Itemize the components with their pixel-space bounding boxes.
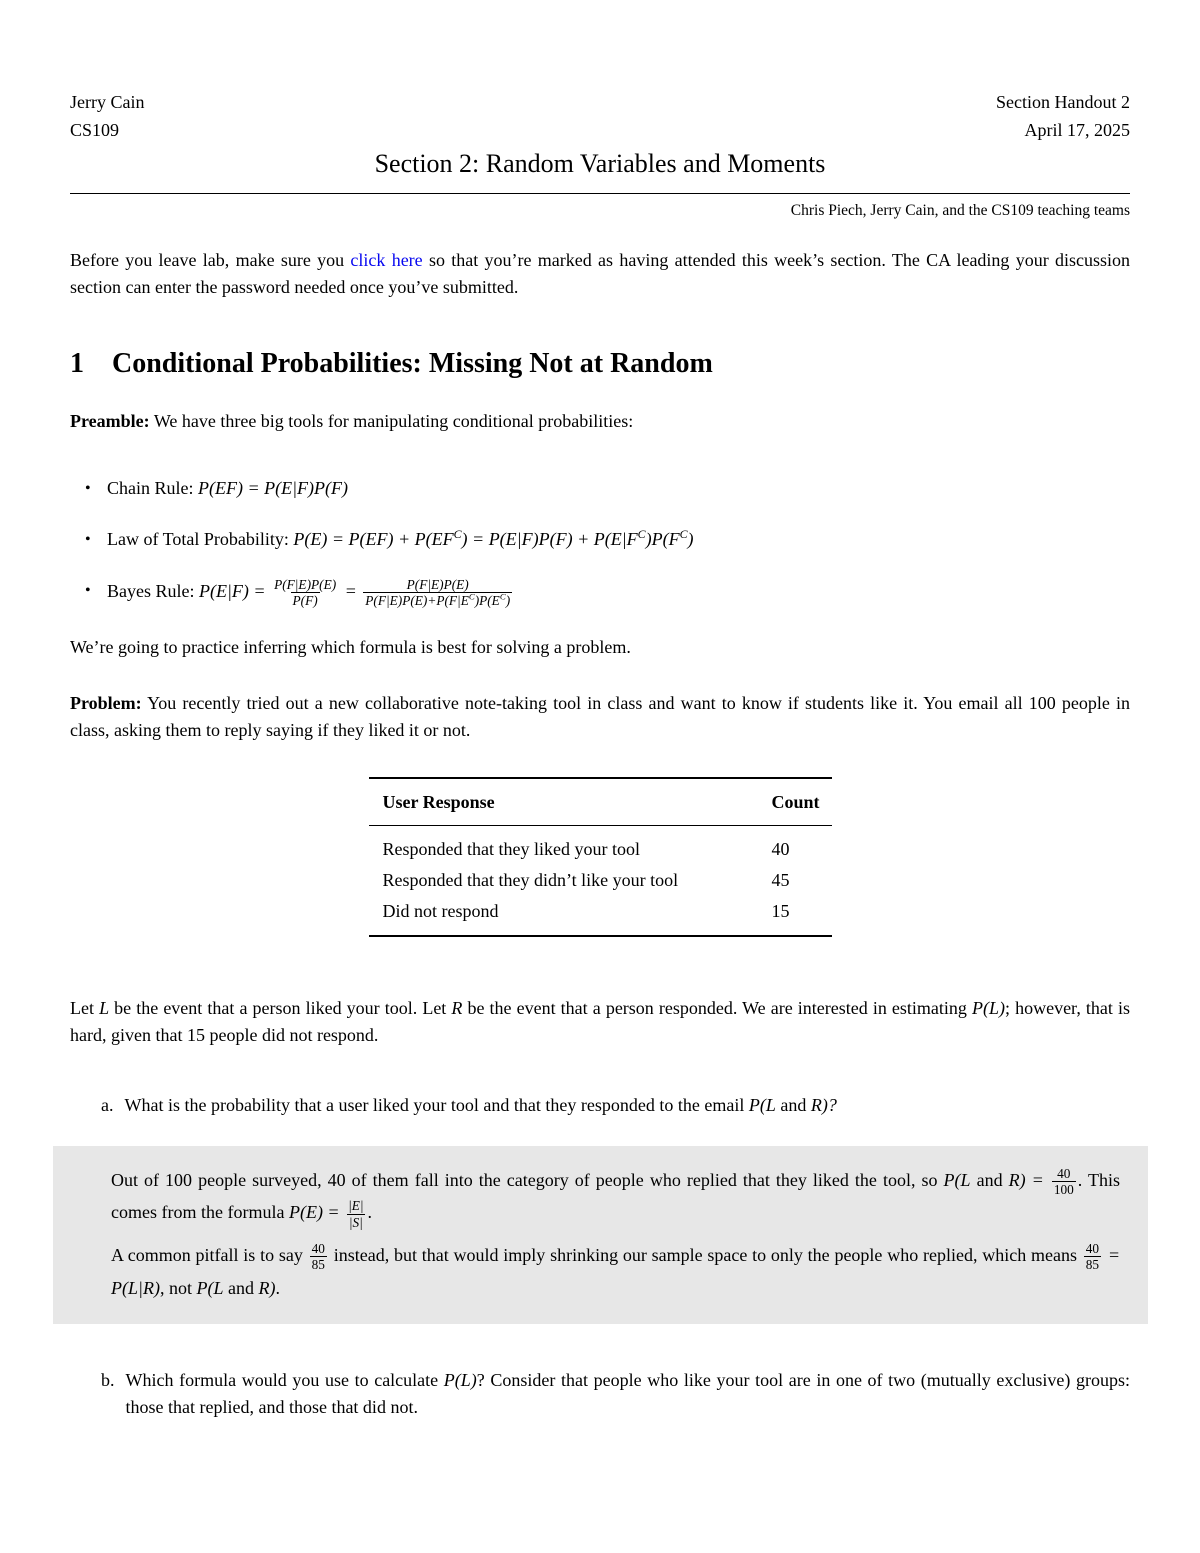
column-header-user-response: User Response bbox=[369, 778, 772, 826]
preamble-paragraph: Preamble: We have three big tools for manipulating conditional probabilities: bbox=[70, 411, 634, 431]
answer-paragraph-2: A common pitfall is to say $\frac{40}{85}$ instead, but that would imply shrinking our sample space to only the people who replied, which means $\frac{40}{85}$ = P(L|R), not P(L and R). bbox=[111, 1241, 1120, 1298]
fraction: $\frac{40}{100}$ bbox=[1053, 1165, 1074, 1197]
response-label: Responded that they liked your tool bbox=[382, 838, 640, 859]
part-b-question bbox=[70, 1367, 1130, 1421]
table-header-row bbox=[369, 778, 832, 826]
response-count: 15 bbox=[771, 900, 790, 921]
intro-text-after: so that you’re marked as having attended this week’s section. The CA leading your discussion section can enter the password needed once you’ve submitted. bbox=[70, 250, 1131, 297]
part-a-text: What is the probability that a user liked your tool and that they responded to the email P(L and R)? bbox=[124, 1094, 837, 1115]
fraction: $\frac{|E|}{|S|}$ bbox=[348, 1198, 364, 1230]
part-a-label: a. bbox=[101, 1094, 114, 1115]
attendance-link[interactable]: click here bbox=[350, 250, 423, 270]
author-name: Jerry Cain bbox=[70, 92, 145, 112]
handout-number: Section Handout 2 bbox=[996, 92, 1130, 112]
table-row bbox=[369, 896, 832, 936]
response-count: 45 bbox=[771, 869, 790, 890]
part-a-answer-box bbox=[53, 1146, 1148, 1324]
part-a-question bbox=[70, 1092, 1130, 1119]
bullet-bayes-rule: • Bayes Rule: P(E|F) = $\frac{P(F|E)P(E)}{P(F)}$ = $\frac{P(F|E)P(E)}{P(F|E)P(E)+P(F|E^C)P(E^C)}$ bbox=[107, 577, 1130, 609]
part-b-text: Which formula would you use to calculate P(L)? Consider that people who like your tool are in one of two (mutually exclusive) groups: those that replied, and those that did not. bbox=[125, 1369, 1131, 1417]
response-label: Did not respond bbox=[382, 900, 499, 921]
bullet-law-of-total-probability: • Law of Total Probability: $P(E) = P(EF) + P(EF^C) = P(E|F)P(F) + P(E|F^C)P(F^C)$ bbox=[107, 526, 1130, 553]
answer-paragraph-1: Out of 100 people surveyed, 40 of them fall into the category of people who replied that they liked the tool, so P(L and R) = $\frac{40}{100}$ . This comes from the formula P(E) = $\frac{|E|}{|S|}$ . bbox=[111, 1165, 1120, 1230]
column-header-count: Count bbox=[772, 778, 832, 826]
course-code: CS109 bbox=[70, 120, 120, 140]
practice-note: We’re going to practice inferring which formula is best for solving a problem. bbox=[70, 636, 631, 657]
fraction: $\frac{40}{85}$ bbox=[311, 1241, 325, 1273]
bullet-chain-rule: • Chain Rule: P(EF) = P(E|F)P(F) bbox=[107, 475, 1130, 502]
section-number: 1 bbox=[70, 348, 84, 379]
fraction: $\frac{P(F|E)P(E)}{P(F|E)P(E)+P(F|E^C)P(E^C)}$ bbox=[365, 577, 511, 609]
response-count: 40 bbox=[771, 838, 790, 859]
probability-tools-list bbox=[70, 475, 1130, 609]
response-count-table bbox=[369, 777, 832, 937]
table-row bbox=[369, 825, 832, 865]
title-rule bbox=[70, 193, 1130, 194]
fraction: $\frac{40}{85}$ bbox=[1085, 1241, 1100, 1273]
table-row bbox=[369, 865, 832, 896]
part-b-label: b. bbox=[101, 1369, 115, 1390]
section-1-heading bbox=[70, 347, 1130, 381]
attendance-paragraph bbox=[70, 247, 1130, 301]
response-label: Responded that they didn’t like your tool bbox=[382, 869, 679, 890]
handout-date: April 17, 2025 bbox=[1024, 120, 1130, 140]
document-header bbox=[70, 88, 1130, 144]
header-left bbox=[70, 88, 144, 144]
fraction: $\frac{P(F|E)P(E)}{P(F)}$ bbox=[274, 577, 337, 609]
intro-text-before: Before you leave lab, make sure you bbox=[70, 250, 351, 270]
header-right bbox=[996, 88, 1130, 144]
problem-statement: Problem: You recently tried out a new collaborative note-taking tool in class and want to know if students like it. You email all 100 people in class, asking them to reply saying if they liked it or not. bbox=[70, 692, 1130, 740]
document-title: Section 2: Random Variables and Moments bbox=[374, 149, 826, 178]
events-definition-paragraph: Let L be the event that a person liked your tool. Let R be the event that a person responded. We are interested in estimating P(L); however, that is hard, given that 15 people did not respond. bbox=[70, 997, 1130, 1045]
section-title: Conditional Probabilities: Missing Not at Random bbox=[112, 348, 713, 379]
byline: Chris Piech, Jerry Cain, and the CS109 teaching teams bbox=[790, 202, 1130, 219]
